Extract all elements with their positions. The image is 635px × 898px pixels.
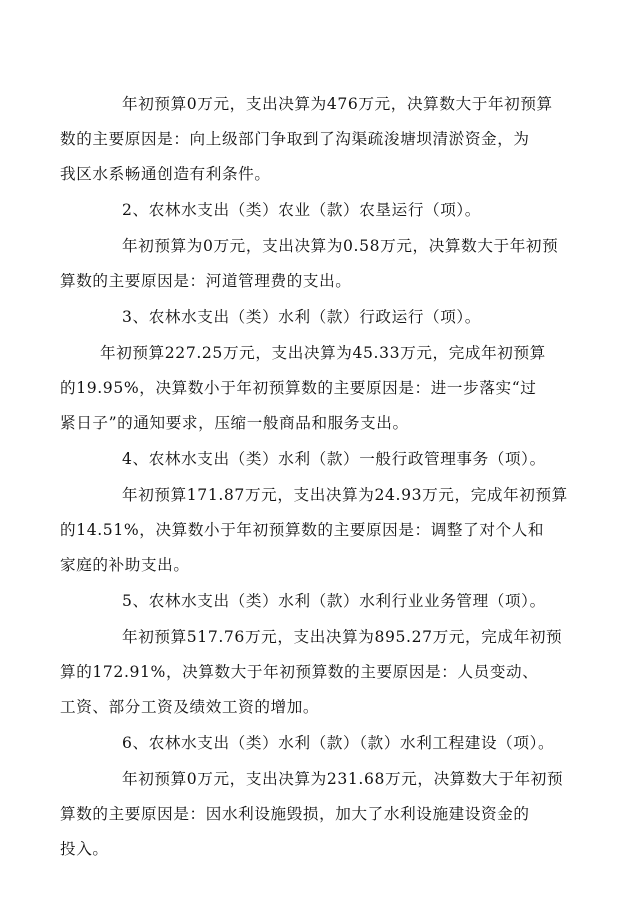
- section-heading-3: 3、农林水支出（类）水利（款）行政运行（项）。: [122, 308, 481, 326]
- text-line: 紧日子”的通知要求，压缩一般商品和服务支出。: [60, 414, 409, 432]
- section-heading-6: 6、农林水支出（类）水利（款）（款）水利工程建设（项）。: [122, 734, 555, 752]
- section-heading-4: 4、农林水支出（类）水利（款）一般行政管理事务（项）。: [122, 450, 546, 468]
- text-line: 算数的主要原因是：因水利设施毁损，加大了水利设施建设资金的: [60, 805, 530, 823]
- text-line: 年初预算227.25万元，支出决算为45.33万元，完成年初预算: [100, 344, 546, 362]
- text-line: 工资、部分工资及绩效工资的增加。: [60, 698, 320, 716]
- text-line: 年初预算517.76万元，支出决算为895.27万元，完成年初预: [122, 628, 563, 646]
- text-line: 算数的主要原因是：河道管理费的支出。: [60, 272, 352, 290]
- text-line: 数的主要原因是：向上级部门争取到了沟渠疏浚塘坝清淤资金，为: [60, 130, 530, 148]
- text-line: 算的172.91%，决算数大于年初预算数的主要原因是：人员变动、: [60, 663, 539, 681]
- text-line: 年初预算0万元，支出决算为476万元，决算数大于年初预算: [122, 95, 553, 113]
- section-heading-2: 2、农林水支出（类）农业（款）农垦运行（项）。: [122, 201, 481, 219]
- text-line: 的19.95%，决算数小于年初预算数的主要原因是：进一步落实“过: [60, 379, 537, 397]
- text-line: 年初预算171.87万元，支出决算为24.93万元，完成年初预算: [122, 486, 568, 504]
- text-line: 我区水系畅通创造有利条件。: [60, 165, 271, 183]
- text-line: 的14.51%，决算数小于年初预算数的主要原因是：调整了对个人和: [60, 521, 545, 539]
- text-line: 年初预算0万元，支出决算为231.68万元，决算数大于年初预: [122, 770, 564, 788]
- text-line: 投入。: [60, 840, 109, 858]
- text-line: 年初预算为0万元，支出决算为0.58万元，决算数大于年初预: [122, 237, 559, 255]
- text-line: 家庭的补助支出。: [60, 556, 190, 574]
- section-heading-5: 5、农林水支出（类）水利（款）水利行业业务管理（项）。: [122, 592, 546, 610]
